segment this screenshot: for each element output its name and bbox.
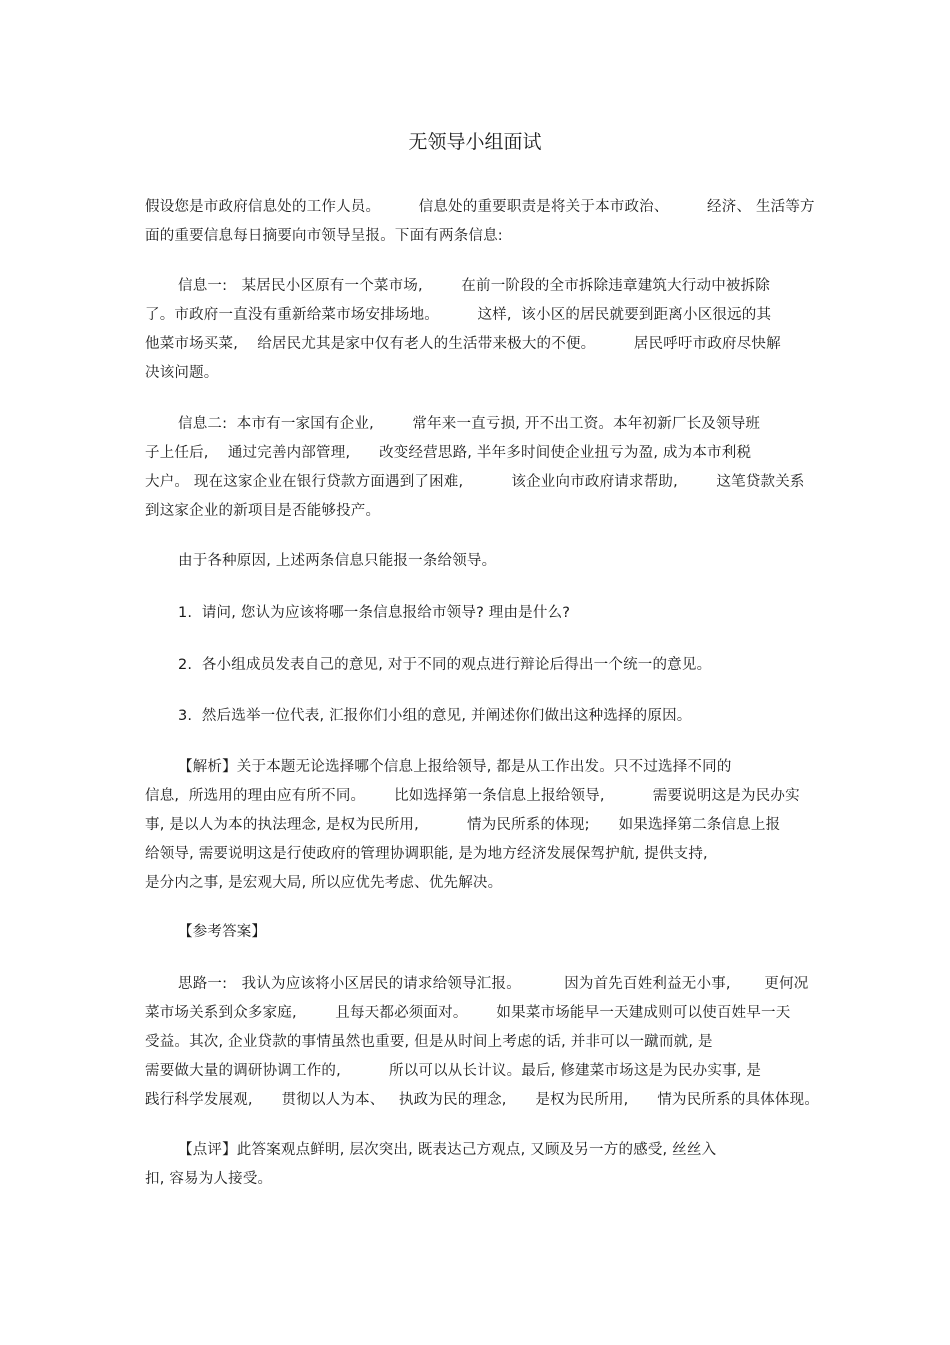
analysis-line: 是分内之事, 是宏观大局, 所以应优先考虑、优先解决。 xyxy=(145,875,503,891)
info1-line: 了。市政府一直没有重新给菜市场安排场地。 这样, 该小区的居民就要到距离小区很远的其 xyxy=(145,307,772,323)
document-title: 无领导小组面试 xyxy=(408,131,542,153)
info1-line: 信息一: 某居民小区原有一个菜市场, 在前一阶段的全市拆除违章建筑大行动中被拆除 xyxy=(178,278,770,294)
analysis-line: 【解析】关于本题无论选择哪个信息上报给领导, 都是从工作出发。只不过选择不同的 xyxy=(178,759,732,775)
comment-line: 扣, 容易为人接受。 xyxy=(145,1171,273,1187)
question-item: 1. 请问, 您认为应该将哪一条信息报给市领导? 理由是什么? xyxy=(178,605,571,621)
info2-line: 到这家企业的新项目是否能够投产。 xyxy=(145,503,381,519)
answer-line: 思路一: 我认为应该将小区居民的请求给领导汇报。 因为首先百姓利益无小事, 更何况 xyxy=(178,976,809,992)
analysis-line: 信息, 所选用的理由应有所不同。 比如选择第一条信息上报给领导, 需要说明这是为民办实 xyxy=(145,788,800,804)
info2-line: 子上任后, 通过完善内部管理, 改变经营思路, 半年多时间使企业扭亏为盈, 成为本市利税 xyxy=(145,445,752,461)
answer-line: 践行科学发展观, 贯彻以人为本、 执政为民的理念, 是权为民所用, 情为民所系的具体体现。 xyxy=(145,1092,820,1108)
answer-line: 受益。其次, 企业贷款的事情虽然也重要, 但是从时间上考虑的话, 并非可以一蹴而就, 是 xyxy=(145,1034,713,1050)
info1-line: 他菜市场买菜, 给居民尤其是家中仅有老人的生活带来极大的不便。 居民呼吁市政府尽快解 xyxy=(145,336,781,352)
info1-line: 决该问题。 xyxy=(145,365,219,381)
reference-heading: 【参考答案】 xyxy=(178,924,267,940)
analysis-line: 给领导, 需要说明这是行使政府的管理协调职能, 是为地方经济发展保驾护航, 提供支持, xyxy=(145,846,708,862)
question-item: 2. 各小组成员发表自己的意见, 对于不同的观点进行辩论后得出一个统一的意见。 xyxy=(178,657,712,673)
intro-line: 面的重要信息每日摘要向市领导呈报。下面有两条信息: xyxy=(145,228,503,244)
question-item: 3. 然后选举一位代表, 汇报你们小组的意见, 并阐述你们做出这种选择的原因。 xyxy=(178,708,692,724)
analysis-line: 事, 是以人为本的执法理念, 是权为民所用, 情为民所系的体现; 如果选择第二条信息上报 xyxy=(145,817,781,833)
info2-line: 大户。 现在这家企业在银行贷款方面遇到了困难, 该企业向市政府请求帮助, 这笔贷款关系 xyxy=(145,474,805,490)
intro-line: 假设您是市政府信息处的工作人员。 信息处的重要职责是将关于本市政治、 经济、 生活等方 xyxy=(145,199,815,215)
info2-line: 信息二: 本市有一家国有企业, 常年来一直亏损, 开不出工资。本年初新厂长及领导班 xyxy=(178,416,761,432)
note-line: 由于各种原因, 上述两条信息只能报一条给领导。 xyxy=(178,553,497,569)
answer-line: 需要做大量的调研协调工作的, 所以可以从长计议。最后, 修建菜市场这是为民办实事, 是 xyxy=(145,1063,762,1079)
answer-line: 菜市场关系到众多家庭, 且每天都必须面对。 如果菜市场能早一天建成则可以使百姓早一天 xyxy=(145,1005,791,1021)
comment-line: 【点评】此答案观点鲜明, 层次突出, 既表达己方观点, 又顾及另一方的感受, 丝丝入 xyxy=(178,1142,717,1158)
